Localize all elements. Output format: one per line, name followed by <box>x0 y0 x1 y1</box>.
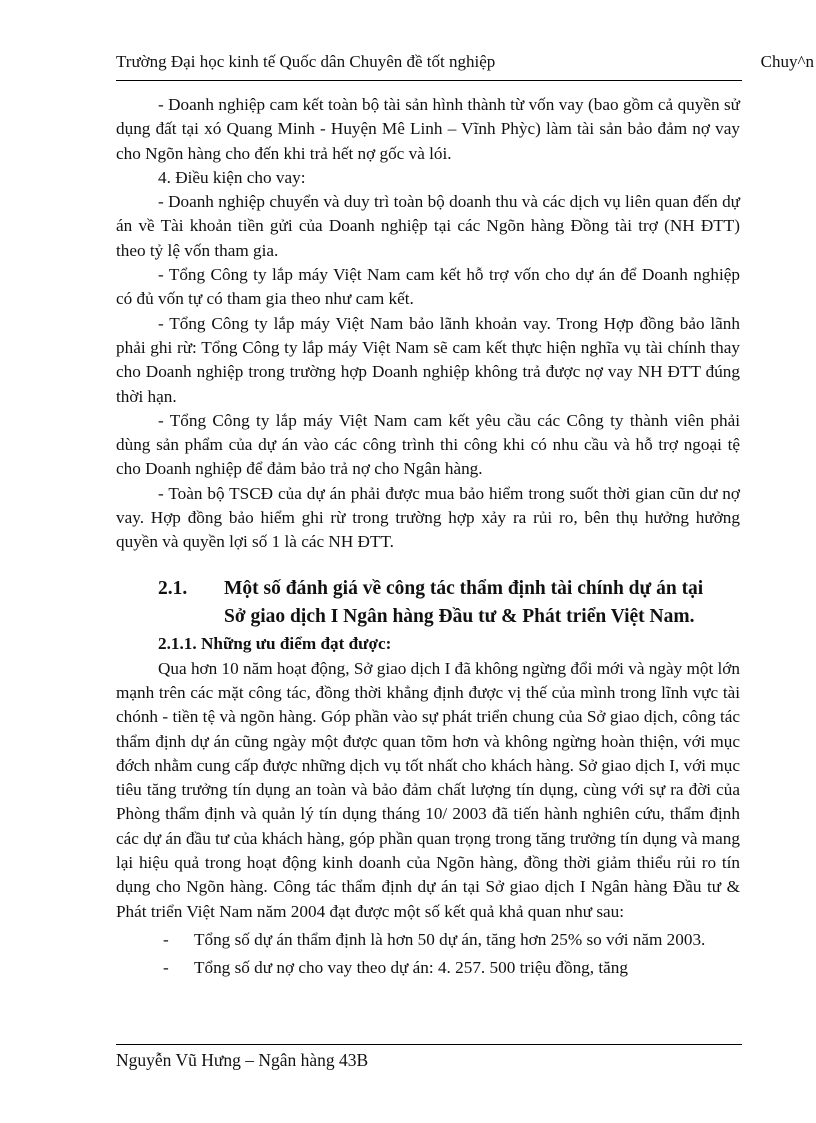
header-right-text: Chuy^n <box>760 52 814 71</box>
bullet-marker: - <box>163 929 169 949</box>
header-title: Trường Đại học kinh tế Quốc dân Chuyên đề tốt nghiệp <box>116 52 496 71</box>
paragraph: - Tổng Công ty lắp máy Việt Nam cam kết yêu cầu các Công ty thành viên phải dùng sản phẩm của dự án vào các công trình thi công khi có nhu cầu và hỗ trợ ngoại tệ cho Doanh nghiệp để đảm bảo trả nợ cho Ngân hàng. <box>116 410 740 479</box>
section-title-line2: Sở giao dịch I Ngân hàng Đầu tư & Phát triển Việt Nam. <box>224 605 695 627</box>
document-body <box>116 93 740 983</box>
paragraph: - Doanh nghiệp chuyển và duy trì toàn bộ doanh thu và các dịch vụ liên quan đến dự án về Tài khoản tiền gửi của Doanh nghiệp tại các Ngõn hàng Đồng tài trợ (NH ĐTT) theo tỷ lệ vốn tham gia. <box>116 192 740 260</box>
list-item-text: Tổng số dự án thẩm định là hơn 50 dự án, tăng hơn 25% so với năm 2003. <box>194 929 706 949</box>
paragraph: - Toàn bộ TSCĐ của dự án phải được mua bảo hiểm trong suốt thời gian cũn dư nợ vay. Hợp đồng bảo hiểm ghi rừ trong trường hợp xảy ra rủi ro, bên thụ hưởng hưởng quyền và quyền lợi số 1 là các NH ĐTT. <box>116 483 740 552</box>
header-divider <box>116 80 742 81</box>
page-header <box>116 52 814 78</box>
paragraph: - Doanh nghiệp cam kết toàn bộ tài sản hình thành từ vốn vay (bao gồm cả quyền sử dụng đất tại xó Quang Minh - Huyện Mê Linh – Vĩnh Phỳc) làm tài sản bảo đảm nợ vay cho Ngõn hàng cho đến khi trả hết nợ gốc và lói. <box>116 95 740 163</box>
paragraph: - Tổng Công ty lắp máy Việt Nam bảo lãnh khoản vay. Trong Hợp đồng bảo lãnh phải ghi rừ: Tổng Công ty lắp máy Việt Nam sẽ cam kết thực hiện nghĩa vụ tài chính thay cho Doanh nghiệp trong trường hợp Doanh nghiệp không trả được nợ vay NH ĐTT đúng thời hạn. <box>116 313 740 406</box>
footer-divider <box>116 1044 742 1045</box>
page-footer: Nguyễn Vũ Hưng – Ngân hàng 43B <box>116 1050 369 1070</box>
paragraph: 4. Điều kiện cho vay: <box>158 167 306 187</box>
subsection-heading: 2.1.1. Những ưu điểm đạt được: <box>158 633 392 653</box>
list-item <box>116 928 740 952</box>
section-paragraph: Qua hơn 10 năm hoạt động, Sở giao dịch I đã không ngừng đổi mới và ngày một lớn mạnh trên các mặt công tác, đồng thời khẳng định được vị thế của mình trong lĩnh vực tài chónh - tiền tệ và ngõn hàng. Góp phần vào sự phát triển chung của Sở giao dịch, công tác thẩm định dự án cũng ngày một được quan tõm hơn và không ngừng hoàn thiện, với mục đớch nhằm cung cấp được những dịch vụ tốt nhất cho khách hàng. Sở giao dịch I, với mục tiêu tăng trưởng tín dụng an toàn và bảo đảm chất lượng tín dụng, cùng với sự ra đời của Phòng thẩm định và quản lý tín dụng tháng 10/ 2003 đã tiến hành nghiên cứu, thẩm định các dự án đầu tư của khách hàng, góp phần quan trọng trong tăng trưởng tín dụng và mang lại hiệu quả trong hoạt động kinh doanh của Ngõn hàng, đồng thời giảm thiểu rủi ro tín dụng cho Ngõn hàng. Công tác thẩm định dự án tại Sở giao dịch I Ngân hàng Đầu tư & Phát triển Việt Nam năm 2004 đạt được một số kết quả khả quan như sau: <box>116 658 740 921</box>
section-heading <box>116 575 740 631</box>
section-number: 2.1. <box>158 577 188 599</box>
section-title-line1: Một số đánh giá về công tác thẩm định tài chính dự án tại <box>224 577 704 599</box>
list-item-text: Tổng số dư nợ cho vay theo dự án: 4. 257. 500 triệu đồng, tăng <box>194 958 628 978</box>
bullet-marker: - <box>163 958 169 978</box>
paragraph: - Tổng Công ty lắp máy Việt Nam cam kết hỗ trợ vốn cho dự án để Doanh nghiệp có đủ vốn tự có tham gia theo như cam kết. <box>116 265 740 309</box>
list-item <box>116 956 740 980</box>
